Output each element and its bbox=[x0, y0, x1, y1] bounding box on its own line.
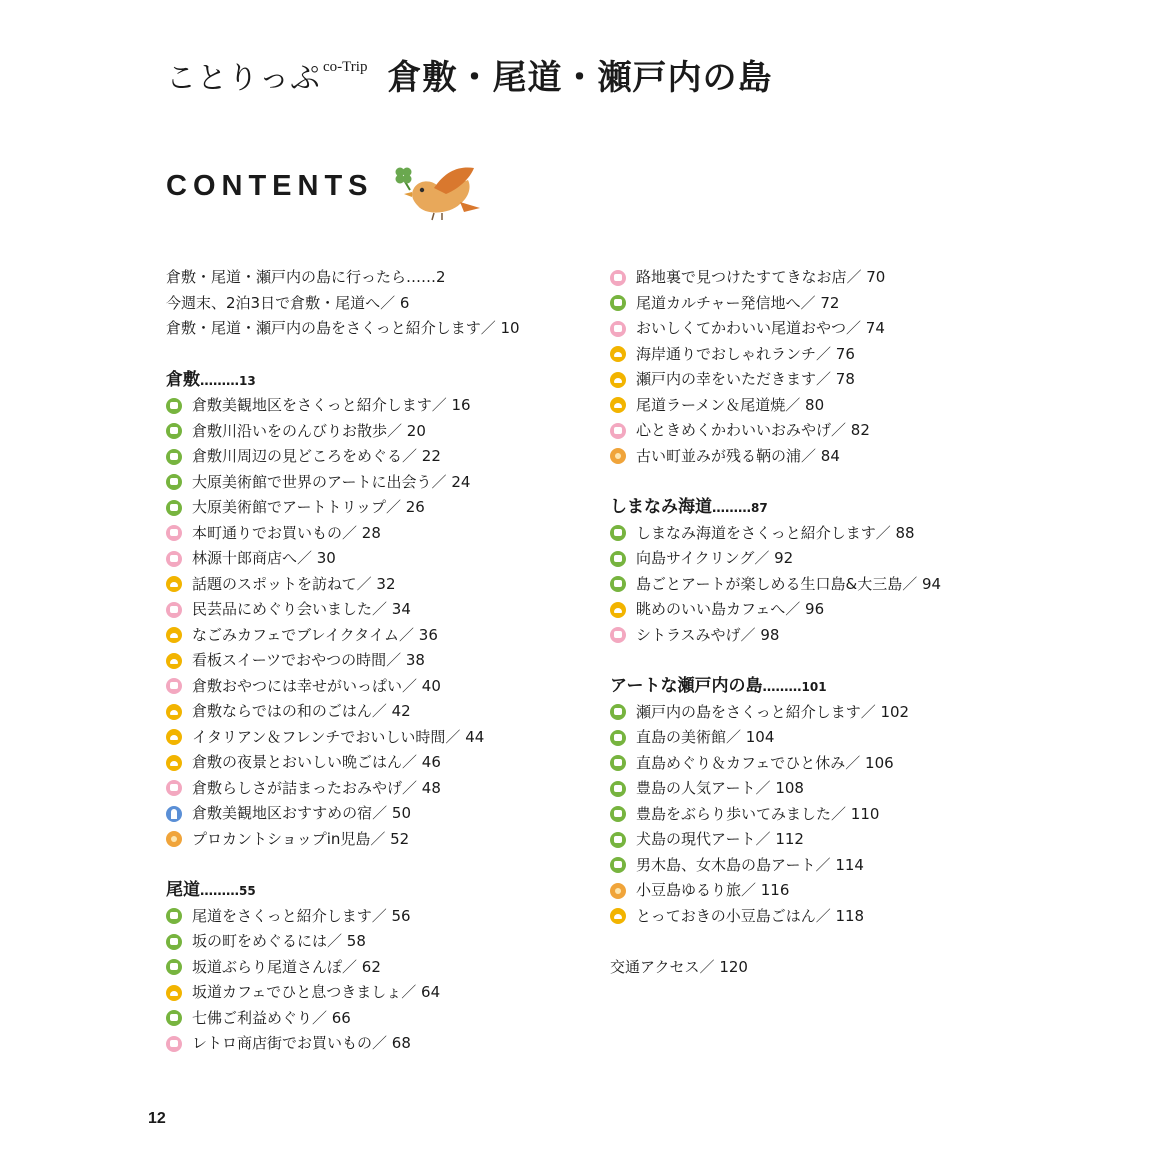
toc-entry[interactable]: 坂道カフェでひと息つきましょ／ 64 bbox=[166, 980, 576, 1006]
dining-icon bbox=[166, 704, 182, 720]
shopping-icon bbox=[166, 780, 182, 796]
shopping-icon bbox=[166, 602, 182, 618]
toc-entry[interactable]: 倉敷美観地区をさくっと紹介します／ 16 bbox=[166, 393, 576, 419]
sightseeing-icon bbox=[610, 806, 626, 822]
toc-intro-item[interactable]: 今週末、2泊3日で倉敷・尾道へ／ 6 bbox=[166, 293, 410, 312]
section-heading-kurashiki[interactable]: 倉敷………13 bbox=[166, 369, 256, 390]
sightseeing-icon bbox=[610, 857, 626, 873]
toc-entry[interactable]: 瀬戸内の島をさくっと紹介します／ 102 bbox=[610, 700, 1030, 726]
sightseeing-icon bbox=[610, 781, 626, 797]
toc-entry[interactable]: 犬島の現代アート／ 112 bbox=[610, 827, 1030, 853]
dining-icon bbox=[166, 729, 182, 745]
toc-entry[interactable]: しまなみ海道をさくっと紹介します／ 88 bbox=[610, 521, 1030, 547]
toc-entry[interactable]: 倉敷ならではの和のごはん／ 42 bbox=[166, 699, 576, 725]
sightseeing-icon bbox=[166, 423, 182, 439]
toc-entry[interactable]: 大原美術館で世界のアートに出会う／ 24 bbox=[166, 470, 576, 496]
brand-logo-ja: ことりっぷ bbox=[166, 61, 321, 96]
toc-entry[interactable]: 直島めぐり＆カフェでひと休み／ 106 bbox=[610, 751, 1030, 777]
toc-entry[interactable]: 豊島をぶらり歩いてみました／ 110 bbox=[610, 802, 1030, 828]
toc-intro-item[interactable]: 倉敷・尾道・瀬戸内の島に行ったら……2 bbox=[166, 268, 446, 286]
dining-icon bbox=[166, 755, 182, 771]
toc-entry[interactable]: おいしくてかわいい尾道おやつ／ 74 bbox=[610, 316, 1030, 342]
toc-entry[interactable]: 瀬戸内の幸をいただきます／ 78 bbox=[610, 367, 1030, 393]
shopping-icon bbox=[166, 525, 182, 541]
toc-entry[interactable]: とっておきの小豆島ごはん／ 118 bbox=[610, 904, 1030, 930]
toc-entry[interactable]: イタリアン＆フレンチでおいしい時間／ 44 bbox=[166, 725, 576, 751]
toc-entry[interactable]: 坂の町をめぐるには／ 58 bbox=[166, 929, 576, 955]
toc-entry[interactable]: 心ときめくかわいいおみやげ／ 82 bbox=[610, 418, 1030, 444]
shopping-icon bbox=[610, 423, 626, 439]
toc-entry[interactable]: 古い町並みが残る鞆の浦／ 84 bbox=[610, 444, 1030, 470]
sightseeing-icon bbox=[166, 474, 182, 490]
sightseeing-icon bbox=[166, 934, 182, 950]
sightseeing-icon bbox=[166, 1010, 182, 1026]
toc-entry[interactable]: 男木島、女木島の島アート／ 114 bbox=[610, 853, 1030, 879]
bird-with-clover-icon bbox=[390, 158, 482, 222]
toc-entry[interactable]: 小豆島ゆるり旅／ 116 bbox=[610, 878, 1030, 904]
sightseeing-icon bbox=[610, 832, 626, 848]
sightseeing-icon bbox=[610, 551, 626, 567]
toc-entry[interactable]: 民芸品にめぐり会いました／ 34 bbox=[166, 597, 576, 623]
brand-logo-en: co-Trip bbox=[323, 59, 368, 75]
shopping-icon bbox=[610, 270, 626, 286]
toc-entry[interactable]: 七佛ご利益めぐり／ 66 bbox=[166, 1006, 576, 1032]
sightseeing-icon bbox=[610, 295, 626, 311]
toc-entry[interactable]: 坂道ぶらり尾道さんぽ／ 62 bbox=[166, 955, 576, 981]
dining-icon bbox=[610, 602, 626, 618]
dining-icon bbox=[166, 576, 182, 592]
excursion-icon bbox=[610, 448, 626, 464]
shopping-icon bbox=[610, 627, 626, 643]
toc-entry[interactable]: 林源十郎商店へ／ 30 bbox=[166, 546, 576, 572]
dining-icon bbox=[610, 346, 626, 362]
toc-entry[interactable]: 倉敷川周辺の見どころをめぐる／ 22 bbox=[166, 444, 576, 470]
toc-entry[interactable]: 豊島の人気アート／ 108 bbox=[610, 776, 1030, 802]
shopping-icon bbox=[166, 551, 182, 567]
toc-entry[interactable]: 倉敷美観地区おすすめの宿／ 50 bbox=[166, 801, 576, 827]
lodging-icon bbox=[166, 806, 182, 822]
toc-entry[interactable]: 尾道カルチャー発信地へ／ 72 bbox=[610, 291, 1030, 317]
toc-entry[interactable]: シトラスみやげ／ 98 bbox=[610, 623, 1030, 649]
shopping-icon bbox=[166, 1036, 182, 1052]
sightseeing-icon bbox=[610, 576, 626, 592]
excursion-icon bbox=[166, 831, 182, 847]
section-heading-onomichi[interactable]: 尾道………55 bbox=[166, 880, 256, 900]
toc-entry[interactable]: 眺めのいい島カフェへ／ 96 bbox=[610, 597, 1030, 623]
page-number: 12 bbox=[148, 1110, 166, 1127]
shopping-icon bbox=[166, 678, 182, 694]
book-title: 倉敷・尾道・瀬戸内の島 bbox=[387, 58, 773, 98]
section-heading-art-islands[interactable]: アートな瀬戸内の島………101 bbox=[610, 676, 827, 696]
excursion-icon bbox=[610, 883, 626, 899]
toc-entry[interactable]: 尾道ラーメン＆尾道焼／ 80 bbox=[610, 393, 1030, 419]
toc-intro-item[interactable]: 倉敷・尾道・瀬戸内の島をさくっと紹介します／ 10 bbox=[166, 319, 520, 337]
contents-heading: CONTENTS bbox=[166, 170, 374, 202]
toc-entry[interactable]: 直島の美術館／ 104 bbox=[610, 725, 1030, 751]
sightseeing-icon bbox=[166, 500, 182, 516]
sightseeing-icon bbox=[166, 959, 182, 975]
dining-icon bbox=[166, 653, 182, 669]
dining-icon bbox=[166, 985, 182, 1001]
toc-entry[interactable]: 看板スイーツでおやつの時間／ 38 bbox=[166, 648, 576, 674]
dining-icon bbox=[610, 397, 626, 413]
toc-entry[interactable]: なごみカフェでブレイクタイム／ 36 bbox=[166, 623, 576, 649]
toc-entry[interactable]: 大原美術館でアートトリップ／ 26 bbox=[166, 495, 576, 521]
toc-entry[interactable]: 尾道をさくっと紹介します／ 56 bbox=[166, 904, 576, 930]
toc-access-item[interactable]: 交通アクセス／ 120 bbox=[610, 958, 748, 976]
toc-left-column bbox=[166, 265, 576, 1057]
section-heading-shimanami[interactable]: しまなみ海道………87 bbox=[610, 497, 768, 517]
shopping-icon bbox=[610, 321, 626, 337]
dining-icon bbox=[610, 372, 626, 388]
toc-entry[interactable]: 路地裏で見つけたすてきなお店／ 70 bbox=[610, 265, 1030, 291]
toc-entry[interactable]: レトロ商店街でお買いもの／ 68 bbox=[166, 1031, 576, 1057]
sightseeing-icon bbox=[610, 704, 626, 720]
toc-entry[interactable]: 向島サイクリング／ 92 bbox=[610, 546, 1030, 572]
toc-entry[interactable]: 倉敷らしさが詰まったおみやげ／ 48 bbox=[166, 776, 576, 802]
toc-entry[interactable]: 海岸通りでおしゃれランチ／ 76 bbox=[610, 342, 1030, 368]
toc-right-column bbox=[610, 265, 1030, 981]
sightseeing-icon bbox=[610, 525, 626, 541]
toc-entry[interactable]: 島ごとアートが楽しめる生口島&大三島／ 94 bbox=[610, 572, 1030, 598]
dining-icon bbox=[166, 627, 182, 643]
toc-entry[interactable]: 倉敷の夜景とおいしい晩ごはん／ 46 bbox=[166, 750, 576, 776]
toc-entry[interactable]: プロカントショップin児島／ 52 bbox=[166, 827, 576, 853]
sightseeing-icon bbox=[610, 730, 626, 746]
toc-entry[interactable]: 本町通りでお買いもの／ 28 bbox=[166, 521, 576, 547]
toc-entry[interactable]: 話題のスポットを訪ねて／ 32 bbox=[166, 572, 576, 598]
sightseeing-icon bbox=[166, 908, 182, 924]
sightseeing-icon bbox=[166, 449, 182, 465]
sightseeing-icon bbox=[610, 755, 626, 771]
book-header bbox=[166, 48, 772, 98]
toc-entry[interactable]: 倉敷川沿いをのんびりお散歩／ 20 bbox=[166, 419, 576, 445]
dining-icon bbox=[610, 908, 626, 924]
toc-entry[interactable]: 倉敷おやつには幸せがいっぱい／ 40 bbox=[166, 674, 576, 700]
sightseeing-icon bbox=[166, 398, 182, 414]
